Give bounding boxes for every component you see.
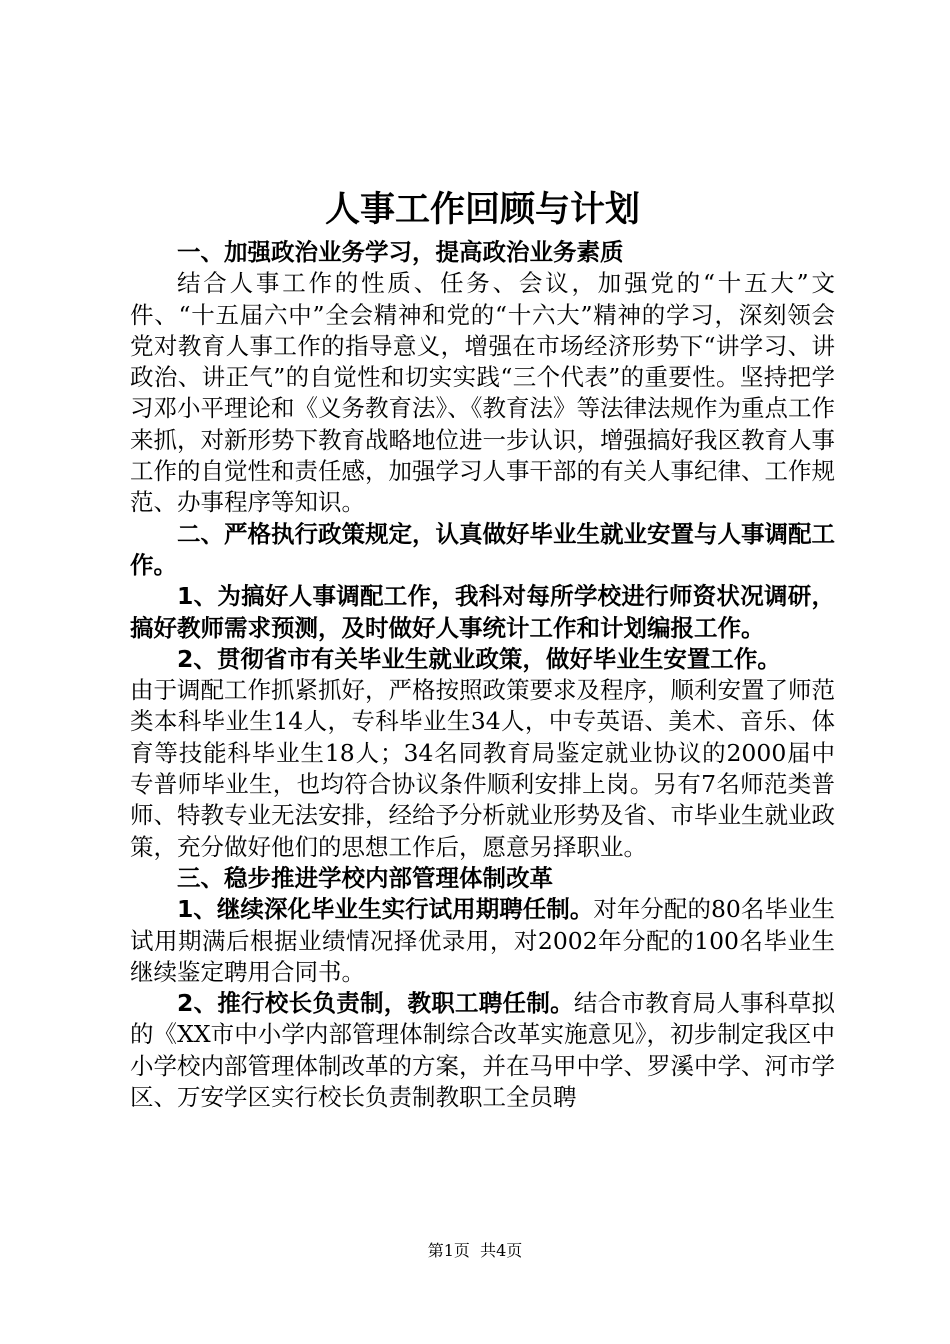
item-probation-lead: 1、继续深化毕业生实行试用期聘任制。 [177,895,594,924]
item-principal-responsibility [130,988,835,1113]
paragraph-study: 结合人事工作的性质、任务、会议，加强党的“十五大”文件、“十五届六中”全会精神和党的“十六大”精神的学习，深刻领会党对教育人事工作的指导意义，增强在市场经济形势下“讲学习、讲政治、讲正气”的自觉性和切实实践“三个代表”的重要性。坚持把学习邓小平理论和《义务教育法》、《教育法》等法律法规作为重点工作来抓，对新形势下教育战略地位进一步认识，增强搞好我区教育人事工作的自觉性和责任感，加强学习人事干部的有关人事纪律、工作规范、办事程序等知识。 [130,269,835,517]
page-footer [0,1241,950,1261]
document-body [130,237,835,1113]
footer-spacer [470,1241,480,1260]
section-heading-1: 一、加强政治业务学习，提高政治业务素质 [177,238,624,266]
document-title: 人事工作回顾与计划 [324,190,640,230]
item-probation-system [130,894,835,988]
item-graduate-policy: 2、贯彻省市有关毕业生就业政策，做好毕业生安置工作。 [177,644,781,673]
item-deployment-research: 1、为搞好人事调配工作，我科对每所学校进行师资状况调研，搞好教师需求预测，及时做好人事统计工作和计划编报工作。 [130,582,835,642]
item-principal-text: 结合市教育局人事科草拟的《XX市中小学内部管理体制综合改革实施意见》，初步制定我区中小学校内部管理体制改革的方案，并在马甲中学、罗溪中学、河市学区、万安学区实行校长负责制教职工全员聘 [130,989,836,1112]
item-probation-text: 对年分配的80名毕业生试用期满后根据业绩情况择优录用，对2002年分配的100名毕业生继续鉴定聘用合同书。 [130,895,835,986]
section-heading-3: 三、稳步推进学校内部管理体制改革 [177,863,553,892]
page-total: 共4页 [480,1241,523,1260]
section-heading-2: 二、严格执行政策规定，认真做好毕业生就业安置与人事调配工作。 [130,519,835,579]
page-number: 第1页 [427,1241,470,1260]
item-principal-lead: 2、推行校长负责制，教职工聘任制。 [177,989,574,1018]
paragraph-graduate-placement: 由于调配工作抓紧抓好，严格按照政策要求及程序，顺利安置了师范类本科毕业生14人，专科毕业生34人，中专英语、美术、音乐、体育等技能科毕业生18人；34名同教育局鉴定就业协议的2000届中专普师毕业生，也均符合协议条件顺利安排上岗。另有7名师范类普师、特教专业无法安排，经给予分析就业形势及省、市毕业生就业政策，充分做好他们的思想工作后，愿意另择职业。 [130,676,835,861]
